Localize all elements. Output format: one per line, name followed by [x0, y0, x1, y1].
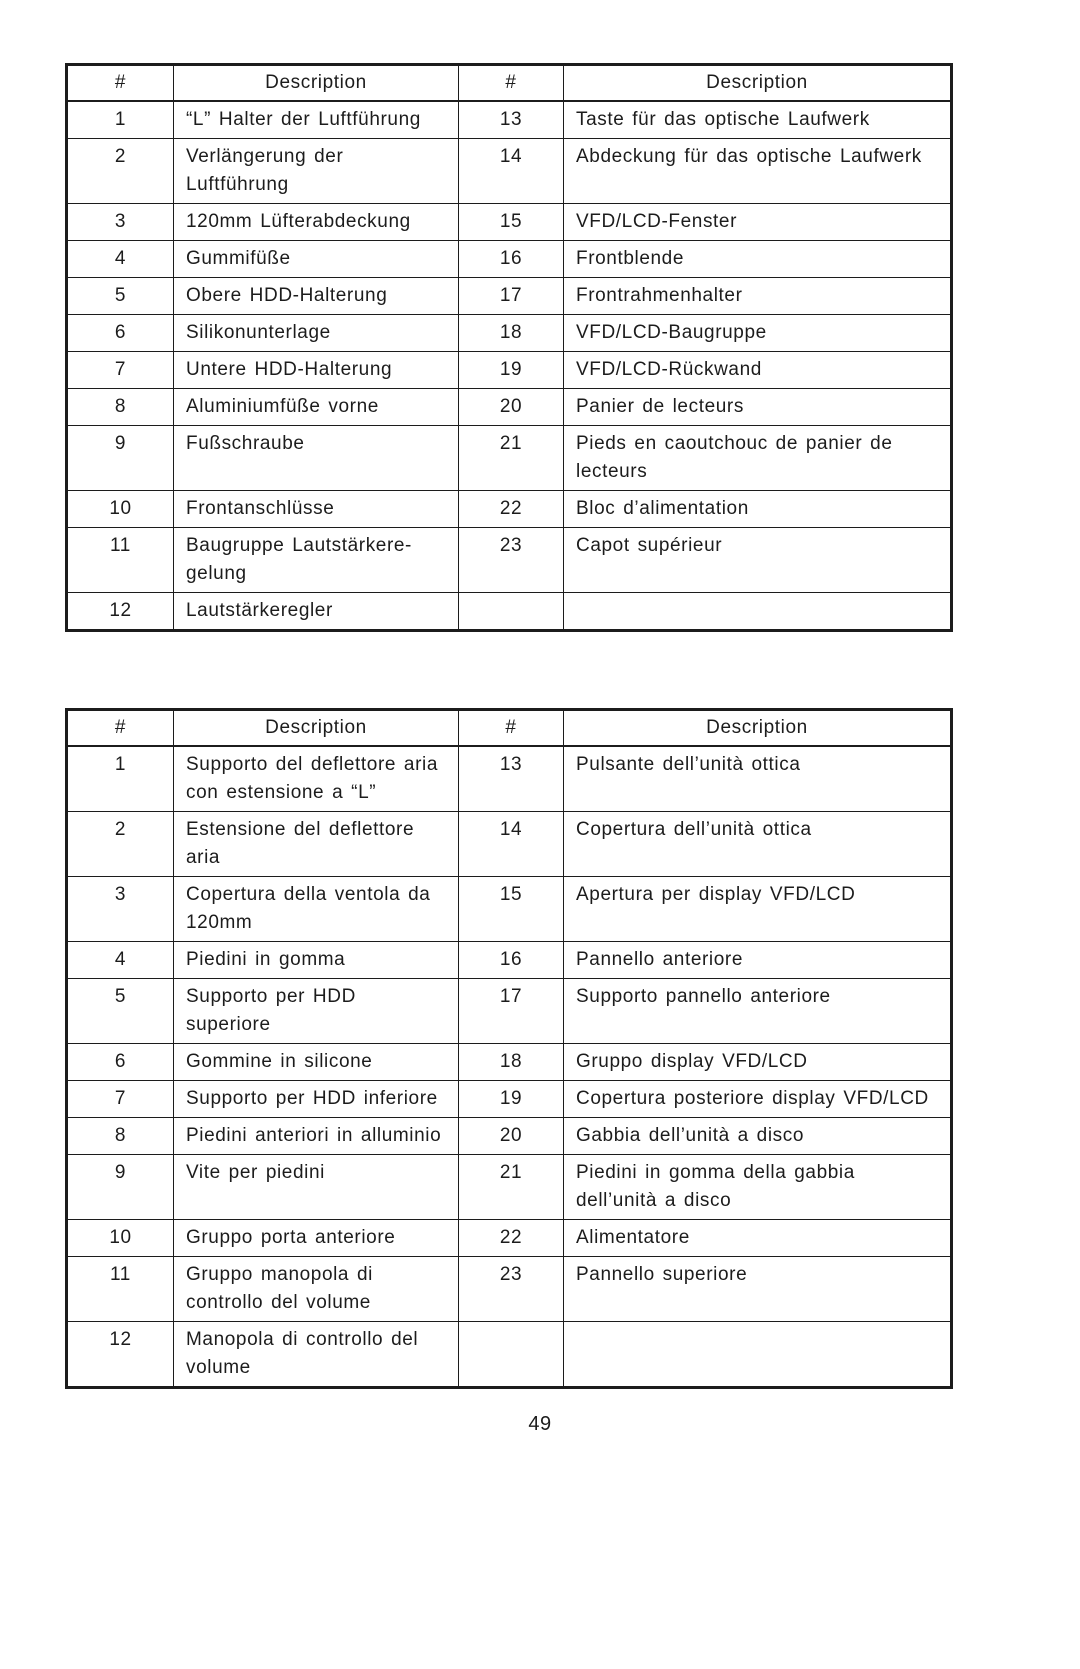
item-description-cell: Copertura della ventola da 120mm — [174, 877, 459, 942]
table-row — [67, 1081, 952, 1118]
table-row — [67, 315, 952, 352]
item-number-cell: 7 — [67, 1081, 174, 1118]
item-number-cell: 2 — [67, 812, 174, 877]
header-number: # — [459, 65, 564, 102]
item-number-cell: 13 — [459, 746, 564, 812]
item-description-cell: Supporto pannello anteriore — [564, 979, 952, 1044]
item-number-cell: 12 — [67, 1322, 174, 1388]
item-description-cell: Fußschraube — [174, 426, 459, 491]
table-row — [67, 278, 952, 315]
item-description-cell: Piedini in gomma — [174, 942, 459, 979]
header-number: # — [459, 710, 564, 747]
item-description-cell: Untere HDD-Halterung — [174, 352, 459, 389]
table-row — [67, 389, 952, 426]
item-description-cell: Alimentatore — [564, 1220, 952, 1257]
table-header-row — [67, 710, 952, 747]
item-number-cell: 10 — [67, 1220, 174, 1257]
item-number-cell: 14 — [459, 812, 564, 877]
table-row — [67, 352, 952, 389]
item-description-cell: Panier de lecteurs — [564, 389, 952, 426]
item-description-cell: Manopola di controllo del volume — [174, 1322, 459, 1388]
item-description-cell: Silikonunterlage — [174, 315, 459, 352]
item-description-cell: Estensione del deflettore aria — [174, 812, 459, 877]
item-number-cell: 1 — [67, 101, 174, 139]
item-number-cell: 6 — [67, 1044, 174, 1081]
item-description-cell: Pieds en caoutchouc de panier de lecteurs — [564, 426, 952, 491]
parts-table-german-french — [65, 63, 953, 632]
item-number-cell: 4 — [67, 241, 174, 278]
item-description-cell: Supporto del deflettore aria con estensione a “L” — [174, 746, 459, 812]
table-spacer — [65, 632, 1015, 708]
table-row — [67, 877, 952, 942]
item-description-cell: Apertura per display VFD/LCD — [564, 877, 952, 942]
table-row — [67, 942, 952, 979]
header-description: Description — [564, 65, 952, 102]
item-description-cell: Bloc d’alimentation — [564, 491, 952, 528]
item-number-cell: 11 — [67, 528, 174, 593]
item-number-cell: 22 — [459, 1220, 564, 1257]
item-description-cell — [564, 1322, 952, 1388]
item-number-cell: 6 — [67, 315, 174, 352]
item-description-cell: Pulsante dell’unità ottica — [564, 746, 952, 812]
item-number-cell: 2 — [67, 139, 174, 204]
item-description-cell: Obere HDD-Halterung — [174, 278, 459, 315]
header-number: # — [67, 710, 174, 747]
item-number-cell: 13 — [459, 101, 564, 139]
table-row — [67, 1322, 952, 1388]
header-description: Description — [174, 710, 459, 747]
item-description-cell: Frontblende — [564, 241, 952, 278]
table-row — [67, 593, 952, 631]
item-description-cell: Gummifüße — [174, 241, 459, 278]
item-number-cell: 23 — [459, 1257, 564, 1322]
item-description-cell: Supporto per HDD inferiore — [174, 1081, 459, 1118]
item-description-cell: Aluminiumfüße vorne — [174, 389, 459, 426]
item-number-cell: 12 — [67, 593, 174, 631]
table-row — [67, 1155, 952, 1220]
item-number-cell: 1 — [67, 746, 174, 812]
item-description-cell — [564, 593, 952, 631]
item-description-cell: “L” Halter der Luftführung — [174, 101, 459, 139]
table-row — [67, 241, 952, 278]
table-row — [67, 204, 952, 241]
item-number-cell: 21 — [459, 1155, 564, 1220]
item-number-cell: 8 — [67, 1118, 174, 1155]
parts-table-italian — [65, 708, 953, 1389]
item-description-cell: Gommine in silicone — [174, 1044, 459, 1081]
table-row — [67, 139, 952, 204]
item-number-cell: 17 — [459, 979, 564, 1044]
item-description-cell: Frontanschlüsse — [174, 491, 459, 528]
item-number-cell: 14 — [459, 139, 564, 204]
item-description-cell: Pannello anteriore — [564, 942, 952, 979]
item-number-cell — [459, 1322, 564, 1388]
table-row — [67, 426, 952, 491]
item-number-cell: 16 — [459, 241, 564, 278]
item-number-cell: 16 — [459, 942, 564, 979]
item-number-cell: 8 — [67, 389, 174, 426]
item-description-cell: Capot supérieur — [564, 528, 952, 593]
item-number-cell: 17 — [459, 278, 564, 315]
item-number-cell: 19 — [459, 1081, 564, 1118]
table-row — [67, 1257, 952, 1322]
item-description-cell: Frontrahmenhalter — [564, 278, 952, 315]
item-number-cell: 18 — [459, 315, 564, 352]
table-row — [67, 1118, 952, 1155]
item-number-cell: 23 — [459, 528, 564, 593]
item-description-cell: VFD/LCD-Fenster — [564, 204, 952, 241]
header-number: # — [67, 65, 174, 102]
item-number-cell: 18 — [459, 1044, 564, 1081]
item-description-cell: Piedini anteriori in alluminio — [174, 1118, 459, 1155]
item-description-cell: Copertura dell’unità ottica — [564, 812, 952, 877]
item-number-cell: 15 — [459, 877, 564, 942]
item-description-cell: Vite per piedini — [174, 1155, 459, 1220]
item-number-cell: 20 — [459, 1118, 564, 1155]
item-number-cell — [459, 593, 564, 631]
item-description-cell: Baugruppe Lautstärkere-gelung — [174, 528, 459, 593]
item-description-cell: Verlängerung der Luftführung — [174, 139, 459, 204]
table-row — [67, 1220, 952, 1257]
item-number-cell: 11 — [67, 1257, 174, 1322]
table-row — [67, 979, 952, 1044]
item-description-cell: Taste für das optische Laufwerk — [564, 101, 952, 139]
table-row — [67, 812, 952, 877]
item-description-cell: 120mm Lüfterabdeckung — [174, 204, 459, 241]
item-number-cell: 19 — [459, 352, 564, 389]
item-number-cell: 10 — [67, 491, 174, 528]
table-row — [67, 746, 952, 812]
item-number-cell: 21 — [459, 426, 564, 491]
item-description-cell: Gabbia dell’unità a disco — [564, 1118, 952, 1155]
item-description-cell: VFD/LCD-Baugruppe — [564, 315, 952, 352]
item-number-cell: 5 — [67, 979, 174, 1044]
item-description-cell: Abdeckung für das optische Laufwerk — [564, 139, 952, 204]
item-number-cell: 9 — [67, 1155, 174, 1220]
header-description: Description — [564, 710, 952, 747]
table-header-row — [67, 65, 952, 102]
item-description-cell: Supporto per HDD superiore — [174, 979, 459, 1044]
table-row — [67, 1044, 952, 1081]
item-description-cell: Lautstärkeregler — [174, 593, 459, 631]
item-number-cell: 5 — [67, 278, 174, 315]
item-number-cell: 7 — [67, 352, 174, 389]
header-description: Description — [174, 65, 459, 102]
page-number: 49 — [528, 1413, 552, 1435]
item-number-cell: 20 — [459, 389, 564, 426]
item-number-cell: 3 — [67, 877, 174, 942]
item-number-cell: 9 — [67, 426, 174, 491]
item-description-cell: Gruppo porta anteriore — [174, 1220, 459, 1257]
item-number-cell: 22 — [459, 491, 564, 528]
item-description-cell: Gruppo display VFD/LCD — [564, 1044, 952, 1081]
item-number-cell: 3 — [67, 204, 174, 241]
item-number-cell: 4 — [67, 942, 174, 979]
item-number-cell: 15 — [459, 204, 564, 241]
item-description-cell: Pannello superiore — [564, 1257, 952, 1322]
item-description-cell: Copertura posteriore display VFD/LCD — [564, 1081, 952, 1118]
table-row — [67, 491, 952, 528]
item-description-cell: VFD/LCD-Rückwand — [564, 352, 952, 389]
item-description-cell: Gruppo manopola di controllo del volume — [174, 1257, 459, 1322]
table-row — [67, 528, 952, 593]
item-description-cell: Piedini in gomma della gabbia dell’unità a disco — [564, 1155, 952, 1220]
table-row — [67, 101, 952, 139]
